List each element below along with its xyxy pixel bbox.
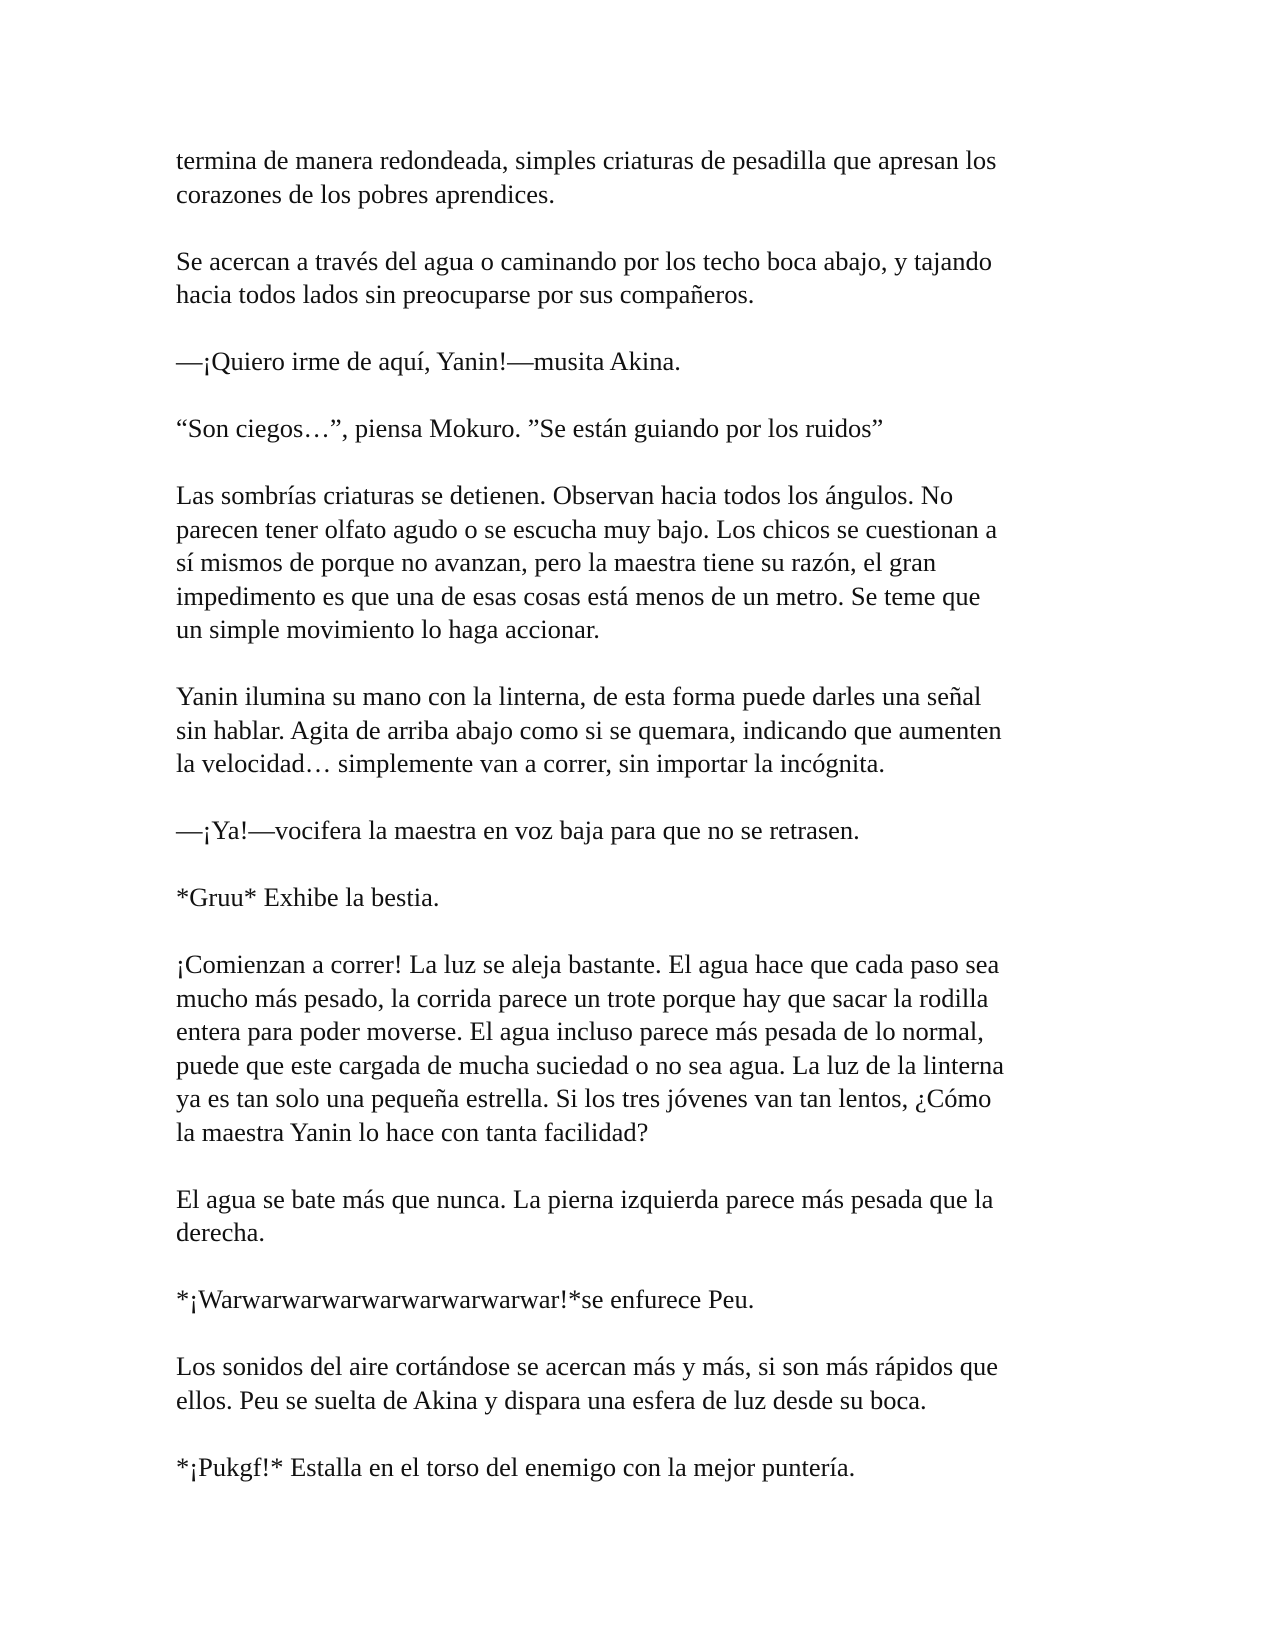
sound-effect-pukgf: *¡Pukgf!* Estalla en el torso del enemigo con la mejor puntería.: [176, 1451, 856, 1482]
dialogue-akina: —¡Quiero irme de aquí, Yanin!—musita Akina.: [176, 346, 681, 376]
sound-effect-gruu: *Gruu* Exhibe la bestia.: [176, 882, 440, 912]
sound-effect-warwar: *¡Warwarwarwarwarwarwarwarwar!*se enfurece Peu.: [176, 1284, 755, 1314]
paragraph-9: ¡Comienzan a correr! La luz se aleja bastante. El agua hace que cada paso sea mucho más pesado, la corrida parece un trote porque hay que sacar la rodilla entera para poder moverse. El agua incluso parece más pesada de lo normal, puede que este cargada de mucha suciedad o no sea agua. La luz de la linterna ya es tan solo una pequeña estrella. Si los tres jóvenes van tan lentos, ¿Cómo la maestra Yanin lo hace con tanta facilidad?: [176, 949, 1004, 1147]
paragraph-5: Las sombrías criaturas se detienen. Observan hacia todos los ángulos. No parecen tener olfato agudo o se escucha muy bajo. Los chicos se cuestionan a sí mismos de porque no avanzan, pero la maestra tiene su razón, el gran impedimento es que una de esas cosas está menos de un metro. Se teme que un simple movimiento lo haga accionar.: [176, 480, 998, 644]
paragraph-10: El agua se bate más que nunca. La pierna izquierda parece más pesada que la derecha.: [176, 1183, 994, 1247]
paragraph-12: Los sonidos del aire cortándose se acercan más y más, si son más rápidos que ellos. Peu se suelta de Akina y dispara una esfera de luz desde su boca.: [176, 1351, 999, 1415]
dialogue-maestra: —¡Ya!—vocifera la maestra en voz baja para que no se retrasen.: [176, 815, 860, 845]
paragraph-6: Yanin ilumina su mano con la linterna, de esta forma puede darles una señal sin hablar. Agita de arriba abajo como si se quemara, indicando que aumenten la velocidad… simplemente van a correr, sin importar la incógnita.: [176, 681, 1002, 778]
document-page: [176, 144, 1096, 1518]
thought-mokuro: “Son ciegos…”, piensa Mokuro. ”Se están guiando por los ruidos”: [176, 413, 884, 443]
paragraph-1: termina de manera redondeada, simples criaturas de pesadilla que apresan los corazones de los pobres aprendices.: [176, 145, 997, 209]
paragraph-2: Se acercan a través del agua o caminando por los techo boca abajo, y tajando hacia todos lados sin preocuparse por sus compañeros.: [176, 245, 993, 309]
